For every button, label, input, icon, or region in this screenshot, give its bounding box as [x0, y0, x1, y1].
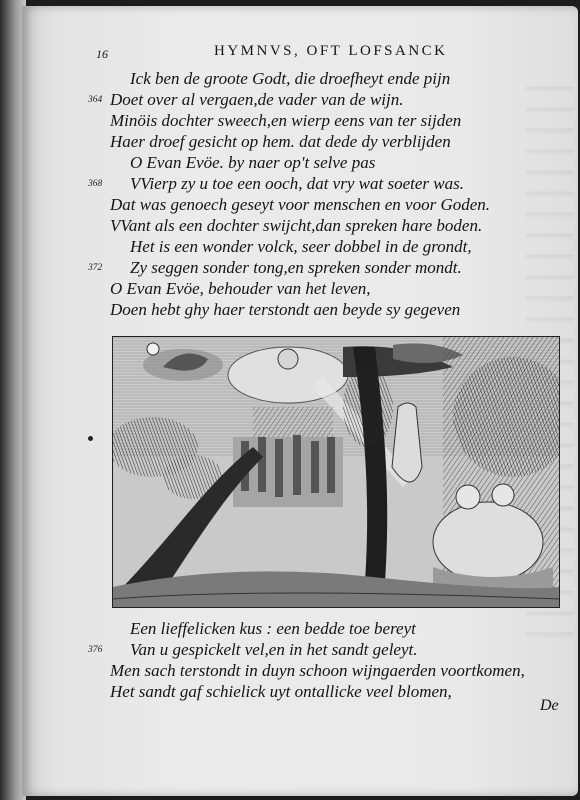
- verse-line: O Evan Evöe, behouder van het leven,: [110, 279, 371, 298]
- page-header: [0, 42, 580, 62]
- verse-line: Minöis dochter sweech,en wierp eens van ter sijden: [110, 111, 462, 130]
- verse-line: Doen hebt ghy haer terstondt aen beyde sy gegeven: [110, 300, 461, 319]
- catchword: De: [540, 697, 559, 714]
- verse-line: VVierp zy u toe een ooch, dat vry wat soeter was.: [130, 174, 464, 193]
- verse-line: Haer droef gesicht op hem. dat dede dy verblijden: [110, 132, 451, 151]
- verse-line: Van u gespickelt vel,en in het sandt geleyt.: [130, 640, 418, 659]
- verse-line: Zy seggen sonder tong,en spreken sonder mondt.: [130, 258, 462, 277]
- engraving-illustration: [112, 336, 560, 608]
- running-title: HYMNVS, OFT LOFSANCK: [214, 43, 448, 59]
- verse-line-number: 364: [88, 95, 103, 105]
- verse-line-number: 368: [88, 179, 103, 189]
- verse-line: Men sach terstondt in duyn schoon wijngaerden voortkomen,: [110, 661, 525, 680]
- verse-line: Het is een wonder volck, seer dobbel in de grondt,: [130, 237, 472, 256]
- verse-line: Ick ben de groote Godt, die droefheyt ende pijn: [130, 69, 451, 88]
- verse-line: O Evan Evöe. by naer op't selve pas: [130, 153, 376, 172]
- page-number: 16: [96, 47, 108, 61]
- verse-line: Doet over al vergaen,de vader van de wijn.: [110, 90, 404, 109]
- verse-line: Een lieffelicken kus : een bedde toe bereyt: [130, 619, 416, 638]
- verse-line: VVant als een dochter swijcht,dan spreken hare boden.: [110, 216, 483, 235]
- verse-line: Dat was genoech geseyt voor menschen en voor Goden.: [110, 195, 491, 214]
- verse-line-number: 372: [88, 263, 103, 273]
- ink-mark: [88, 436, 93, 441]
- verse-line: Het sandt gaf schielick uyt ontallicke veel blomen,: [110, 682, 452, 701]
- verse-line-number: 376: [88, 645, 103, 655]
